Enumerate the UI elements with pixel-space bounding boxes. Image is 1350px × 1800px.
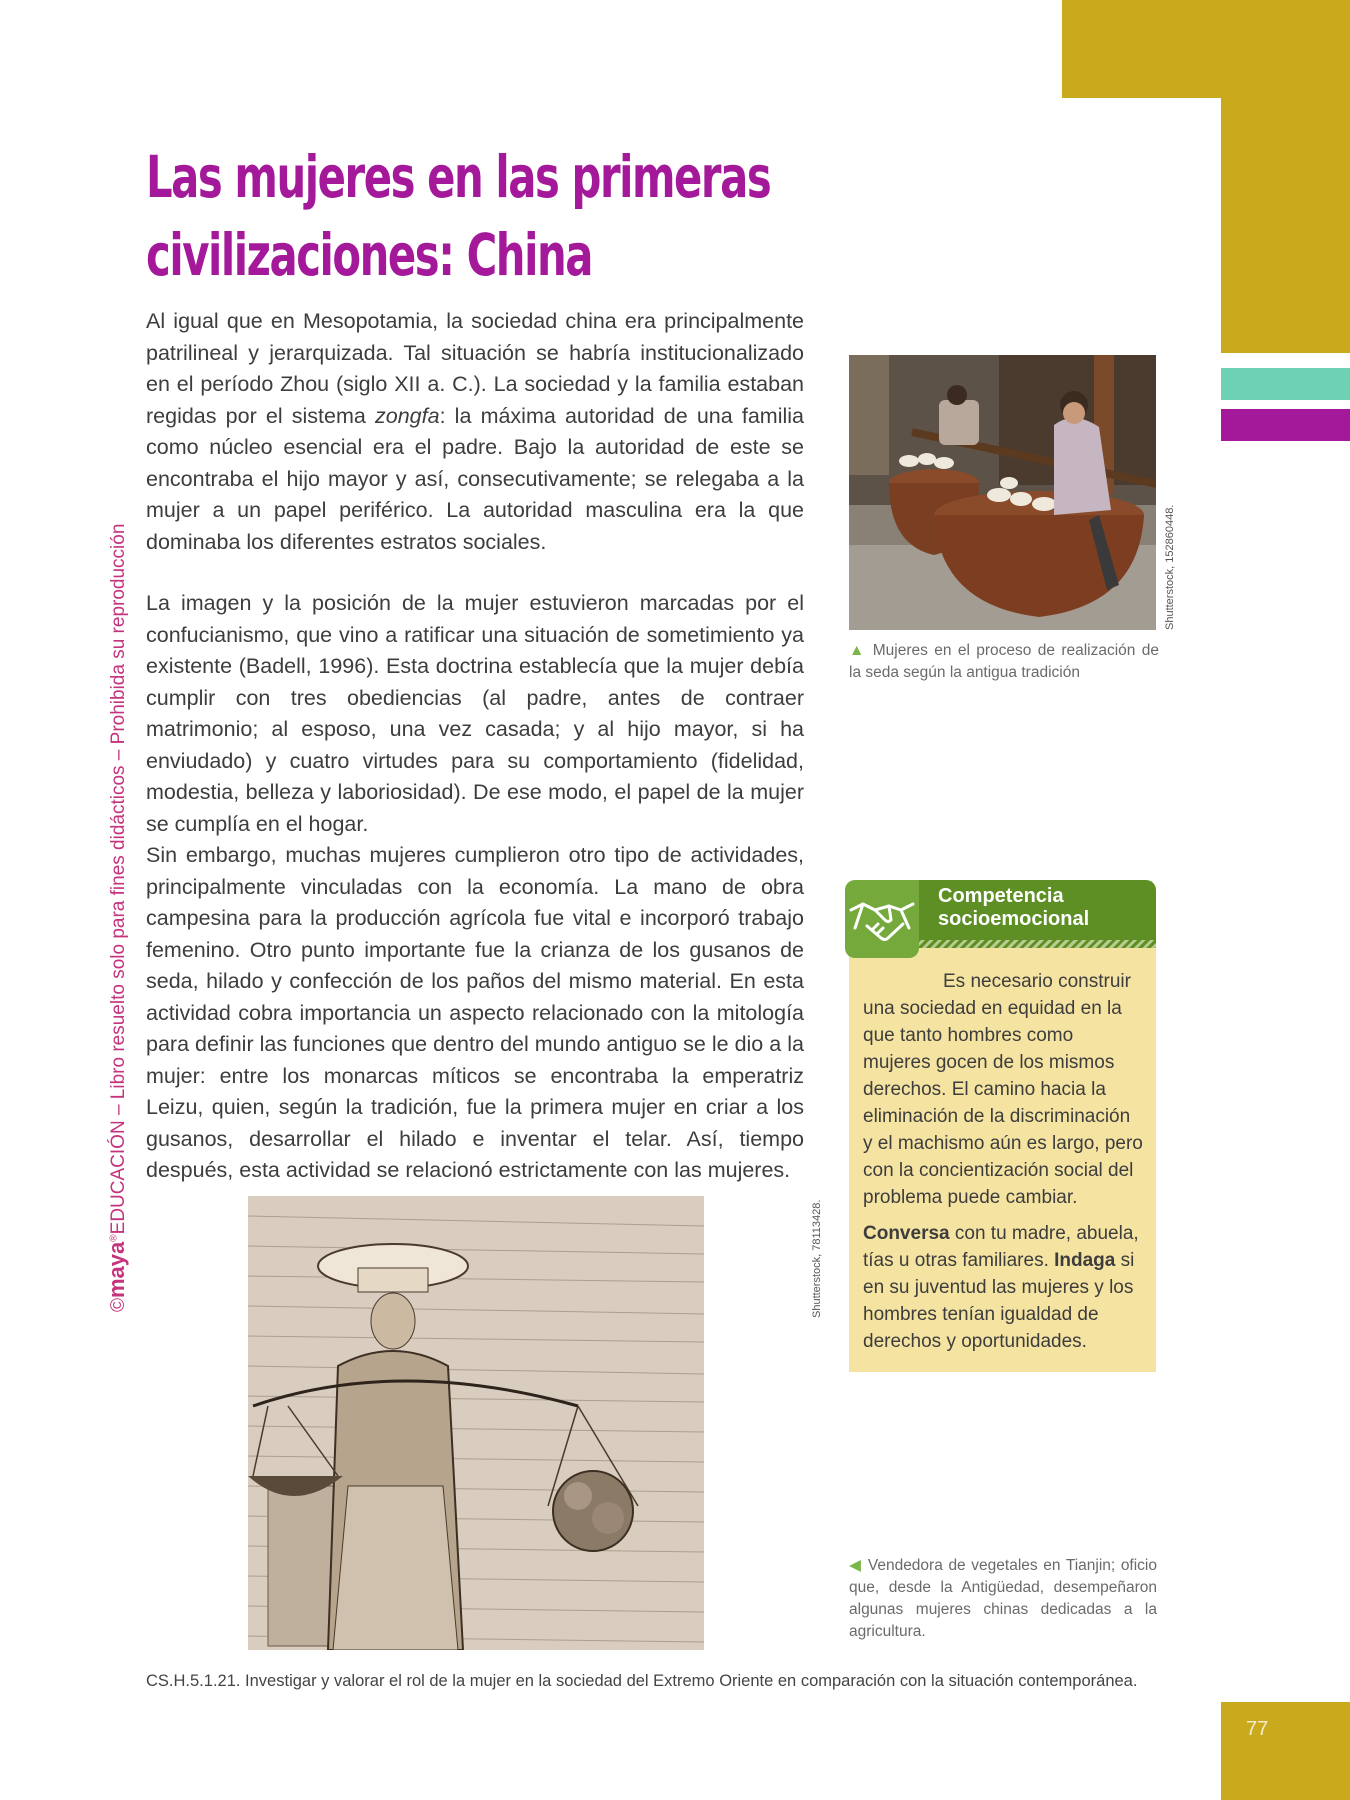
silk-caption-text: Mujeres en el proceso de realización de la seda según la antigua tradición <box>849 642 1159 681</box>
activity-text-1: con tu madre, abuela, tías u otras familiares. <box>863 1223 1139 1271</box>
page-title <box>146 138 771 294</box>
decorative-teal-band <box>1221 368 1350 400</box>
handshake-icon <box>845 880 919 958</box>
decorative-magenta-band <box>1221 409 1350 441</box>
competencia-title <box>938 885 1089 931</box>
copyright-notice <box>104 524 130 1312</box>
competencia-title-line-1: Competencia <box>938 885 1064 907</box>
silk-photo-caption <box>849 640 1159 684</box>
copyright-text: EDUCACIÓN – Libro resuelto solo para fines didácticos – Prohibida su reproducción <box>108 523 129 1235</box>
vegetable-seller-engraving <box>248 1196 704 1650</box>
engraving-caption-text: Vendedora de vegetales en Tianjin; oficio que, desde la Antigüedad, desempeñaron algunas mujeres chinas dedicadas a la agricultura. <box>849 1557 1157 1640</box>
competencia-header <box>849 880 1156 940</box>
silk-photo-credit: Shutterstock, 152860448. <box>1164 504 1176 630</box>
silk-production-photo <box>849 355 1156 630</box>
copyright-symbol: © <box>108 1298 129 1312</box>
page-number: 77 <box>1246 1718 1269 1740</box>
brand-logo-text: maya <box>104 1241 129 1298</box>
page-title-line-2: civilizaciones: China <box>146 221 592 289</box>
body-paragraph-2: La imagen y la posición de la mujer estuvieron marcadas por el confucianismo, que vino a ratificar una situación de sometimiento ya existente (Badell, 1996). Esta doctrina establecía que la mujer debía cumplir con tres obediencias (al padre, antes de contraer matrimonio; al esposo, una vez casada; y al hijo mayor, si ha enviudado) y cuatro virtudes para su comportamiento (fidelidad, modestia, belleza y laboriosidad). De ese modo, el papel de la mujer se cumplía en el hogar. <box>146 591 804 836</box>
competencia-title-line-2: socioemocional <box>938 908 1090 930</box>
paragraph-1-term: zongfa <box>375 403 440 428</box>
competencia-text-body: Es necesario construir una sociedad en equidad en la que tanto hombres como mujeres gocen de los mismos derechos. El camino hacia la eliminación de la discriminación y el machismo aún es largo, pero con la concientización social del problema puede cambiar. <box>863 971 1143 1208</box>
engraving-credit: Shutterstock, 78113428. <box>811 1199 823 1318</box>
page-title-line-1: Las mujeres en las primeras <box>146 143 771 211</box>
competencia-activity <box>863 1220 1144 1355</box>
competencia-text <box>863 968 1144 1211</box>
competencia-socioemocional-box <box>849 880 1156 1372</box>
activity-verb-indaga: Indaga <box>1054 1250 1116 1271</box>
activity-text-2: si en su juventud las mujeres y los hombres tenían igualdad de derechos y oportunidades. <box>863 1250 1135 1352</box>
paragraph-1-text: Al igual que en Mesopotamia, la sociedad china era principalmente patrilineal y jerarquizada. Tal situación se habría institucionalizado en el período Zhou (siglo XII a. C.). La sociedad y la familia estaban regidas por el sistema <box>146 309 804 428</box>
caption-triangle-left-icon: ◀ <box>849 1557 863 1574</box>
registered-symbol: ® <box>108 1234 120 1242</box>
decorative-gold-band-right <box>1221 98 1350 353</box>
activity-verb-conversa: Conversa <box>863 1223 950 1244</box>
paragraph-1-rest: : la máxima autoridad de una familia como núcleo esencial era el padre. Bajo la autoridad de este se encontraba el hijo mayor y así, consecutivamente; se relegaba a la mujer a un papel periférico. La autoridad masculina era la que dominaba los diferentes estratos sociales. <box>146 403 804 554</box>
body-paragraph-3: Sin embargo, muchas mujeres cumplieron otro tipo de actividades, principalmente vinculadas con la economía. La mano de obra campesina para la producción agrícola fue vital e incorporó trabajo femenino. Otro punto importante fue la crianza de los gusanos de seda, hilado y confección de los paños del mismo material. En esta actividad cobra importancia un aspecto relacionado con la mitología para definir las funciones que dentro del mundo antiguo se le dio a la mujer: entre los monarcas míticos se encontraba la emperatriz Leizu, quien, según la tradición, fue la primera mujer en criar a los gusanos, desarrollar el hilado e inventar el telar. Así, tiempo después, esta actividad se relacionó estrictamente con las mujeres. <box>146 843 804 1182</box>
body-paragraph-1 <box>146 306 804 558</box>
engraving-caption <box>849 1555 1157 1643</box>
page-number-box <box>1221 1702 1350 1800</box>
caption-triangle-up-icon: ▲ <box>849 642 867 659</box>
competencia-indent <box>863 971 943 992</box>
competencia-body <box>849 948 1156 1372</box>
skill-indicator: CS.H.5.1.21. Investigar y valorar el rol de la mujer en la sociedad del Extremo Oriente en comparación con la situación contemporánea. <box>146 1672 1138 1690</box>
decorative-gold-band-top <box>1062 0 1350 98</box>
